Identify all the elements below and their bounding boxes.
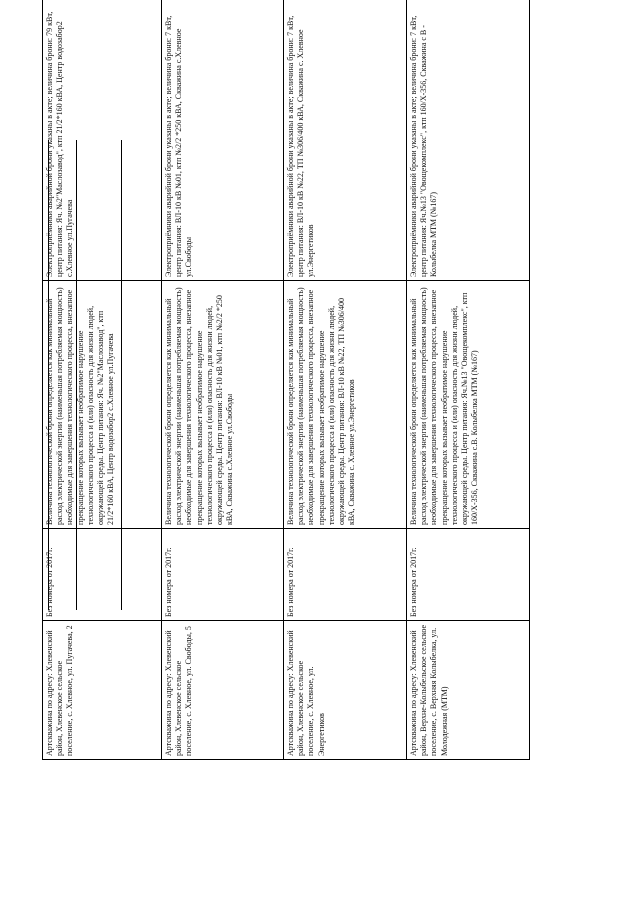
technological-cell <box>162 281 284 529</box>
number-cell <box>162 529 284 621</box>
emergency-text: Электроприёмники аварийной брони указаны в акте; величина брони: 7 кВт, центр питания: Яч.№13 "Овощекомплекс", ктп 160/X-356, Скважина с В - Колыбелка МТМ (№167) <box>409 15 439 277</box>
technological-cell <box>284 281 407 529</box>
object-cell <box>407 621 530 760</box>
technological-text: Величина технологической брони определяется как минимальный расход электрической энергии (наименьшая потребляемая мощность) необходимые для завершения технологического процесса, внезапное прекращение которых вызывает необратимое нарушение технологического процесса и (или) опасность для жизни людей, окружающей среды. Центр питания: Яч. №2"Маслозавод", ктп 21/2*160 кВА, Центр водозабор2 с.Хлевное ул.Пугачева <box>45 287 116 525</box>
emergency-cell <box>162 0 284 281</box>
technological-text: Величина технологической брони определяется как минимальный расход электрической энергии (наименьшая потребляемая мощность) необходимые для завершения технологического процесса, внезапное прекращение которых вызывает необратимое нарушение технологического процесса и (или) опасность для жизни людей, окружающей среды. Центр питания: ВЛ-10 кВ №01, ктп №2/2 *250 кВА, Скважина с.Хлевное ул.Свободы <box>164 287 235 525</box>
number-text: Без номера от 2017г. <box>45 547 54 617</box>
table-row <box>162 0 284 760</box>
table-row <box>407 0 530 760</box>
technological-cell <box>43 281 162 529</box>
emergency-text: Электроприёмники аварийной брони указаны в акте; величина брони: 79 кВт, центр питания: Яч. №2"Маслозавод", ктп 21/2*160 кВА, Центр водозабор2 с.Хлевное ул.Пугачева <box>45 11 75 277</box>
object-text: Артскважина по адресу: Хлевенский район, Хлевенское сельское поселение, с. Хлевное, ул. Энергетиков <box>286 630 326 756</box>
number-cell <box>407 529 530 621</box>
object-text: Артскважина по адресу: Хлевенский район, Верхне-Колыбельское сельское поселение, с. Верхняя Колыбелка, ул. Молодежная (МТМ) <box>409 624 449 756</box>
number-text: Без номера от 2017г. <box>164 547 173 617</box>
object-cell <box>43 621 162 760</box>
technological-cell <box>407 281 530 529</box>
emergency-cell <box>284 0 407 281</box>
object-cell <box>162 621 284 760</box>
emergency-text: Электроприёмники аварийной брони указаны в акте; величина брони: 7 кВт, центр питания: ВЛ-10 кВ №22, ТП №306/400 кВА, Скважина с. Хлевное ул.Энергетиков <box>286 15 316 277</box>
number-text: Без номера от 2017г. <box>286 547 295 617</box>
table-row <box>284 0 407 760</box>
number-text: Без номера от 2017г. <box>409 547 418 617</box>
object-text: Артскважина по адресу: Хлевенский район, Хлевенское сельское поселение, с. Хлевное, ул. Свободы, 5 <box>164 626 194 756</box>
reservation-table <box>42 0 530 760</box>
object-text: Артскважина по адресу: Хлевенский район, Хлевенское сельское поселение, с. Хлевное, ул. Пугачева, 2 <box>45 625 75 756</box>
technological-text: Величина технологической брони определяется как минимальный расход электрической энергии (наименьшая потребляемая мощность) необходимые для завершения технологического процесса, внезапное прекращение которых вызывает необратимое нарушение технологического процесса и (или) опасность для жизни людей, окружающей среды. Центр питания: Яч.№13 "Овощекомплекс", ктп 160/X-356, Скважина с.В. Колыбелка МТМ (№167) <box>409 287 480 525</box>
table-row <box>43 0 162 760</box>
emergency-text: Электроприёмники аварийной брони указаны в акте; величина брони: 7 кВт, центр питания: ВЛ-10 кВ №01, ктп №2/2 *250 кВА, Скважина с.Хлевное ул.Свободы <box>164 15 194 277</box>
number-cell <box>43 529 162 621</box>
emergency-cell <box>407 0 530 281</box>
technological-text: Величина технологической брони определяется как минимальный расход электрической энергии (наименьшая потребляемая мощность) необходимые для завершения технологического процесса, внезапное прекращение которых вызывает необратимое нарушение технологического процесса и (или) опасность для жизни людей, окружающей среды. Центр питания: ВЛ-10 кВ №22, ТП №306/400 кВА, Скважина с. Хлевное ул.Энергетиков <box>286 287 357 525</box>
object-cell <box>284 621 407 760</box>
number-cell <box>284 529 407 621</box>
emergency-cell <box>43 0 162 281</box>
